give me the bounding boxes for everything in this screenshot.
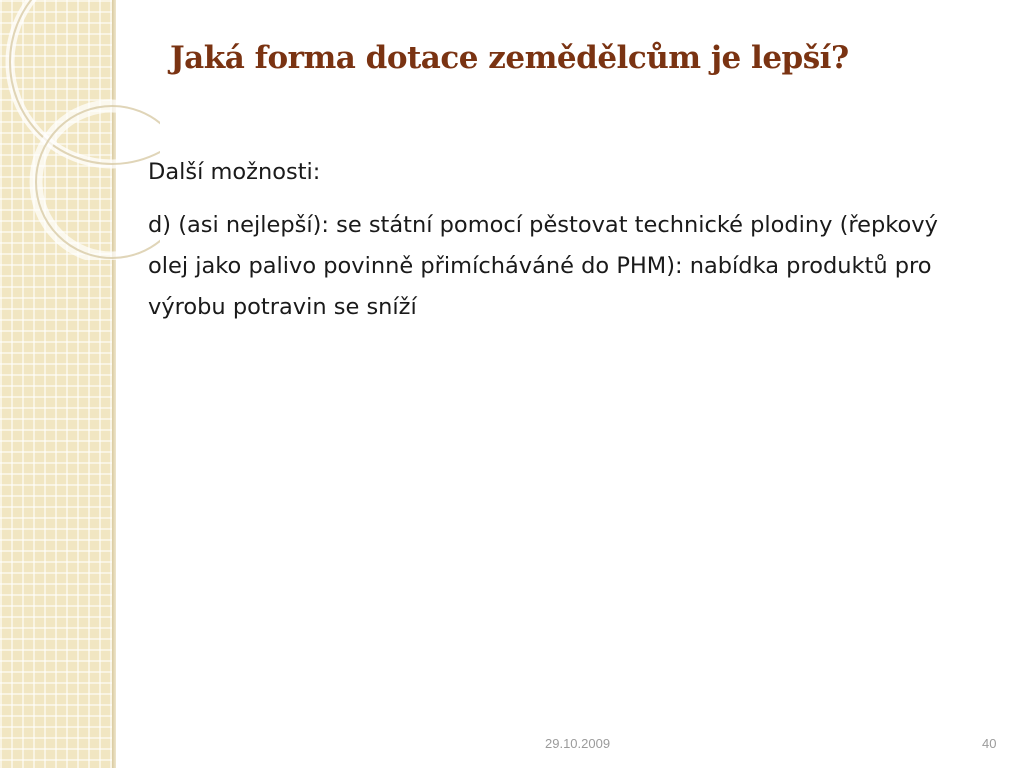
footer-date: 29.10.2009 <box>545 736 611 751</box>
decorative-ring-large-inner <box>10 0 160 164</box>
decorative-ring-small <box>36 106 160 258</box>
decorative-rings <box>0 0 160 260</box>
paragraph-option-d: d) (asi nejlepší): se státní pomocí pěstovat technické plodiny (řepkový olej jako palivo povinně přimícháváné do PHM): nabídka produktů pro výrobu potravin se sníží <box>148 212 938 320</box>
page-number: 40 <box>982 736 997 751</box>
paragraph-intro: Další možnosti: <box>148 159 321 185</box>
decorative-ring-large <box>10 0 160 164</box>
slide-content <box>148 152 968 340</box>
slide-title: Jaká forma dotace zemědělcům je lepší? <box>170 40 849 76</box>
